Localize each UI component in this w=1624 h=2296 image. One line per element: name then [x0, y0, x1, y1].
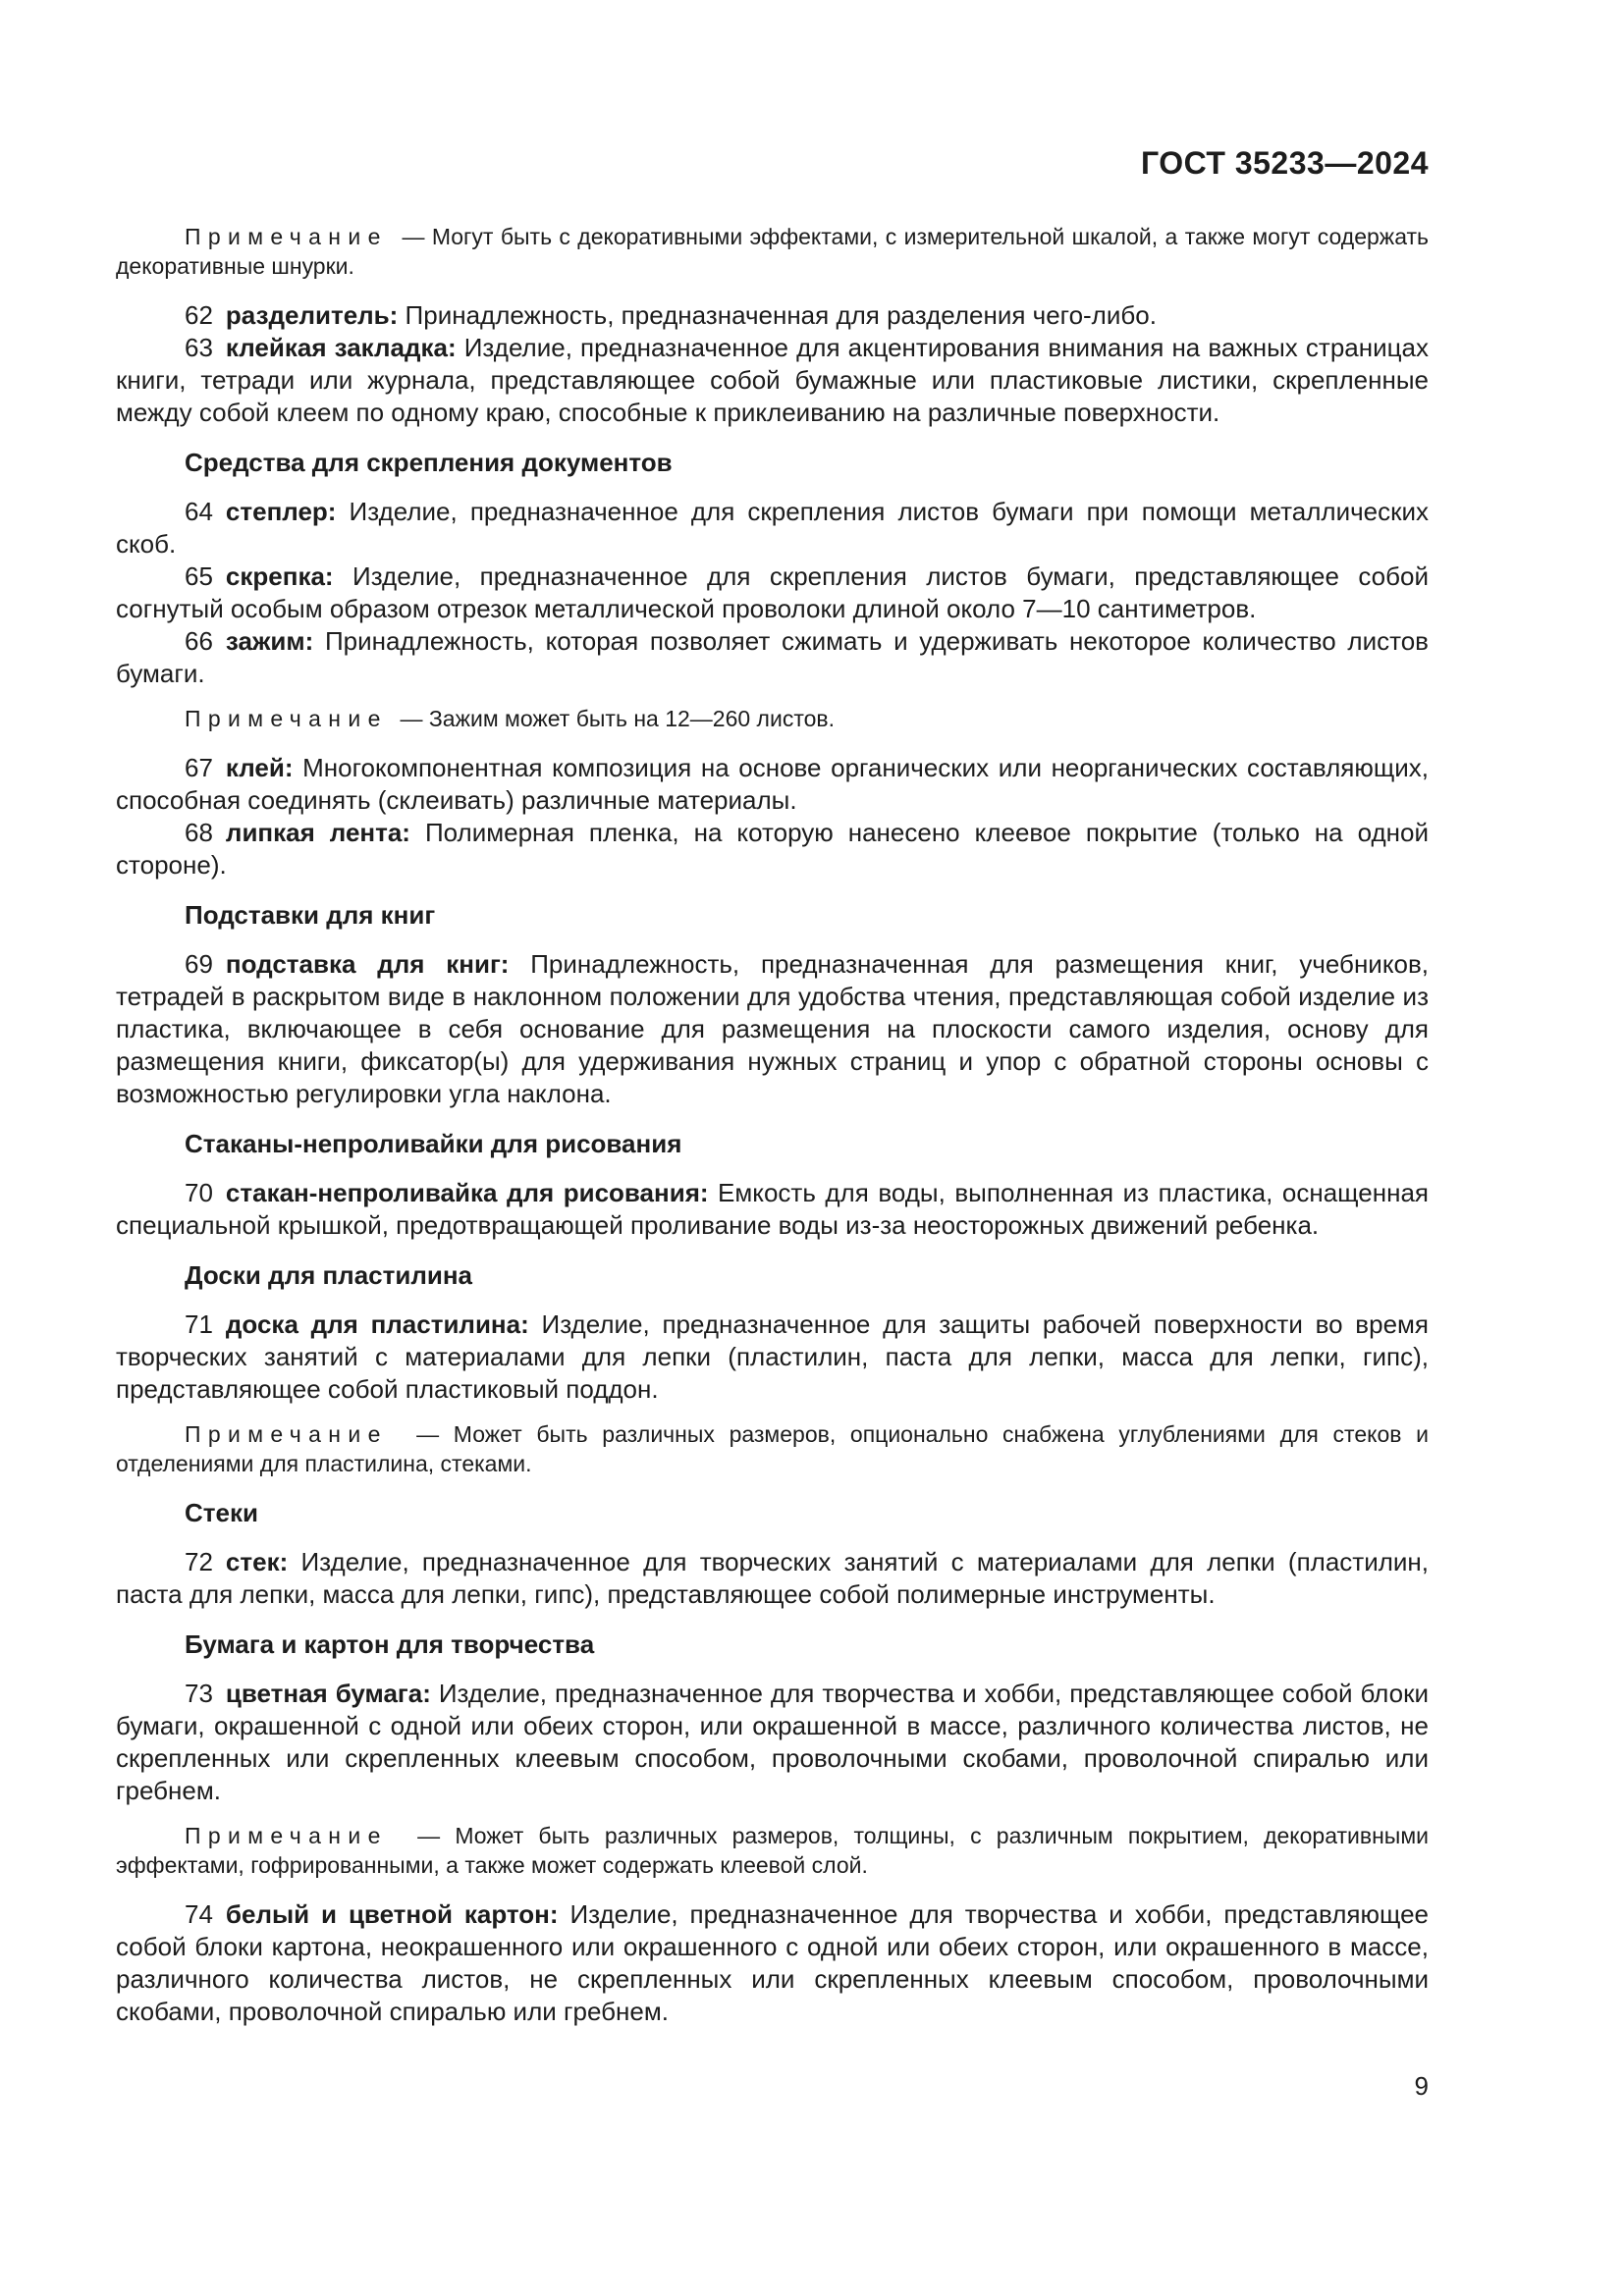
- term-name: стек:: [225, 1547, 289, 1576]
- term-number: 66: [185, 626, 213, 656]
- note-paragraph: Примечание — Может быть различных размеров, опционально снабжена углублениями для стеков и отделениями для пластилина, стеками.: [116, 1421, 1429, 1476]
- term-item: 70 стакан-непроливайка для рисования: Емкость для воды, выполненная из пластика, оснащенная специальной крышкой, предотвращающей проливание воды из-за неосторожных движений ребенка.: [116, 1178, 1429, 1240]
- page-number: 9: [1414, 2071, 1429, 2101]
- term-number: 69: [185, 949, 213, 979]
- term-name: стакан-непроливайка для рисования:: [225, 1178, 709, 1207]
- term-item: 62 разделитель: Принадлежность, предназначенная для разделения чего-либо.: [185, 300, 1157, 330]
- term-number: 73: [185, 1679, 213, 1708]
- term-item: 72 стек: Изделие, предназначенное для творческих занятий с материалами для лепки (пластилин, паста для лепки, масса для лепки, гипс), представляющее собой полимерные инструменты.: [116, 1547, 1429, 1609]
- document-content: [116, 222, 1429, 2028]
- term-item: 69 подставка для книг: Принадлежность, предназначенная для размещения книг, учебников, тетрадей в раскрытом виде в наклонном положении для удобства чтения, представляющая собой изделие из пластика, включающее в себя основание для размещения на плоскости самого изделия, основу для размещения книги, фиксатор(ы) для удерживания нужных страниц и упор с обратной стороны основы с возможностью регулировки угла наклона.: [116, 949, 1429, 1108]
- term-item: 64 степлер: Изделие, предназначенное для скрепления листов бумаги при помощи металлических скоб.: [116, 497, 1429, 559]
- term-number: 74: [185, 1899, 213, 1929]
- term-item: 68 липкая лента: Полимерная пленка, на которую нанесено клеевое покрытие (только на одной стороне).: [116, 818, 1430, 880]
- term-number: 63: [185, 333, 213, 362]
- note-label: Примечание: [185, 1823, 388, 1848]
- note-paragraph: Примечание — Может быть различных размеров, толщины, с различным покрытием, декоративными эффектами, гофрированными, а также может содержать клеевой слой.: [116, 1823, 1429, 1878]
- term-number: 62: [185, 300, 213, 330]
- term-name: разделитель:: [225, 300, 399, 330]
- term-number: 72: [185, 1547, 213, 1576]
- document-header: ГОСТ 35233—2024: [1140, 145, 1429, 181]
- term-item: 65 скрепка: Изделие, предназначенное для скрепления листов бумаги, представляющее собой согнутый особым образом отрезок металлической проволоки длиной около 7—10 сантиметров.: [116, 561, 1429, 623]
- note-label: Примечание: [185, 706, 388, 731]
- term-number: 65: [185, 561, 213, 591]
- term-name: доска для пластилина:: [225, 1309, 529, 1339]
- term-name: цветная бумага:: [225, 1679, 431, 1708]
- term-name: степлер:: [225, 497, 337, 526]
- term-name: клейкая закладка:: [225, 333, 457, 362]
- term-item: 74 белый и цветной картон: Изделие, предназначенное для творчества и хобби, представляющее собой блоки картона, неокрашенного или окрашенного с одной или обеих сторон, или окрашенного в массе, различного количества листов, не скрепленных или скрепленных клеевым способом, проволочными скобами, проволочной спиралью или гребнем.: [116, 1899, 1429, 2026]
- term-name: липкая лента:: [225, 818, 410, 847]
- term-item: 63 клейкая закладка: Изделие, предназначенное для акцентирования внимания на важных страницах книги, тетради или журнала, представляющее собой бумажные или пластиковые листики, скрепленные между собой клеем по одному краю, способные к приклеиванию на различные поверхности.: [116, 333, 1429, 427]
- section-heading: Стеки: [185, 1498, 258, 1527]
- term-name: клей:: [225, 753, 294, 782]
- note-paragraph: Примечание — Могут быть с декоративными эффектами, с измерительной шкалой, а также могут содержать декоративные шнурки.: [116, 224, 1429, 279]
- term-name: подставка для книг:: [225, 949, 510, 979]
- note-label: Примечание: [185, 224, 388, 249]
- term-item: 71 доска для пластилина: Изделие, предназначенное для защиты рабочей поверхности во время творческих занятий с материалами для лепки (пластилин, паста для лепки, масса для лепки, гипс), представляющее собой пластиковый поддон.: [116, 1309, 1429, 1404]
- section-heading: Доски для пластилина: [185, 1260, 472, 1290]
- term-name: зажим:: [225, 626, 314, 656]
- term-number: 70: [185, 1178, 213, 1207]
- term-item: 67 клей: Многокомпонентная композиция на основе органических или неорганических составляющих, способная соединять (склеивать) различные материалы.: [116, 753, 1429, 815]
- term-name: белый и цветной картон:: [225, 1899, 559, 1929]
- section-heading: Подставки для книг: [185, 900, 436, 930]
- term-number: 71: [185, 1309, 213, 1339]
- note-label: Примечание: [185, 1421, 388, 1447]
- section-heading: Бумага и картон для творчества: [185, 1629, 595, 1659]
- term-number: 64: [185, 497, 213, 526]
- section-heading: Средства для скрепления документов: [185, 448, 673, 477]
- term-item: 73 цветная бумага: Изделие, предназначенное для творчества и хобби, представляющее собой блоки бумаги, окрашенной с одной или обеих сторон, или окрашенной в массе, различного количества листов, не скрепленных или скрепленных клеевым способом, проволочными скобами, проволочной спиралью или гребнем.: [116, 1679, 1429, 1805]
- term-number: 67: [185, 753, 213, 782]
- term-name: скрепка:: [225, 561, 334, 591]
- note-paragraph: Примечание — Зажим может быть на 12—260 листов.: [185, 706, 835, 731]
- term-item: 66 зажим: Принадлежность, которая позволяет сжимать и удерживать некоторое количество листов бумаги.: [116, 626, 1429, 688]
- term-number: 68: [185, 818, 213, 847]
- section-heading: Стаканы-непроливайки для рисования: [185, 1129, 682, 1158]
